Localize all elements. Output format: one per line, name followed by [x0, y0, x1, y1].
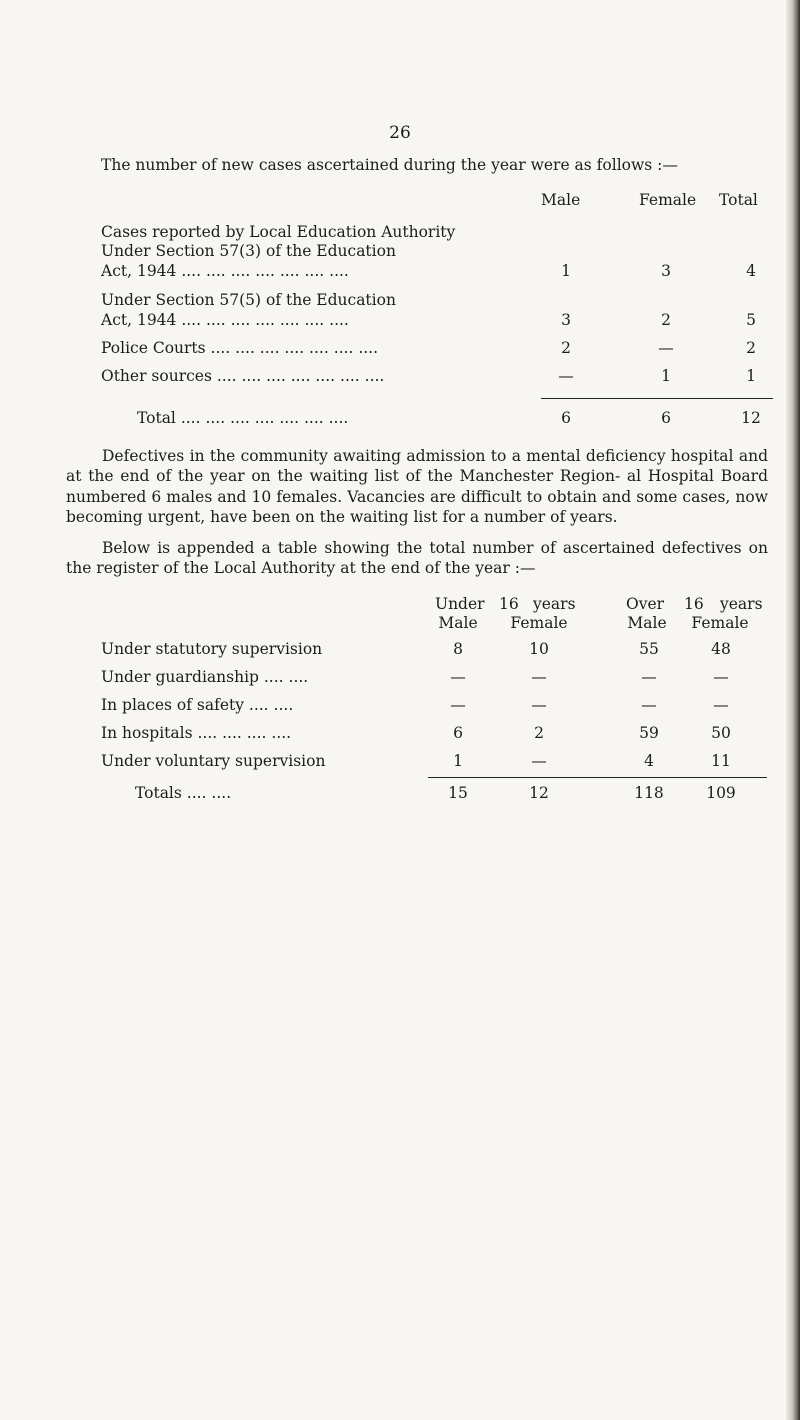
- cell: —: [531, 696, 547, 714]
- page-binding-edge: [786, 0, 800, 1420]
- row-label: Act, 1944 .... .... .... .... .... .... ....: [101, 262, 349, 280]
- row-label: Police Courts .... .... .... .... .... .... ....: [101, 339, 379, 357]
- sub-header-male: Male: [438, 614, 478, 632]
- cell: 8: [453, 640, 463, 658]
- cell-total: 4: [746, 262, 756, 280]
- row-label: Under statutory supervision: [101, 640, 323, 658]
- cell: 48: [711, 640, 731, 658]
- page-number: 26: [389, 123, 411, 143]
- cell-male: 2: [561, 339, 571, 357]
- sub-header-female: Female: [691, 614, 749, 632]
- cell: —: [450, 668, 466, 686]
- under-16-word-2: 16: [499, 595, 519, 613]
- total-cell: 109: [706, 784, 736, 802]
- under-16-word-3: years: [533, 595, 576, 613]
- cell: 6: [453, 724, 463, 742]
- row-label: In places of safety .... ....: [101, 696, 294, 714]
- total-cell: 12: [529, 784, 549, 802]
- sub-header-female: Female: [510, 614, 568, 632]
- waiting-list-paragraph: Defectives in the community awaiting admission to a mental deficiency hospital and at the end of the year on the waiting list of the Manchester Region- al Hospital Board numbered 6 males and 10 females. Vacancies are difficult to obtain and some cases, now becoming urgent, have been on the waiting list for a number of years.: [66, 447, 768, 526]
- cell: 59: [639, 724, 659, 742]
- total-male: 6: [561, 409, 571, 427]
- row-label: Under voluntary supervision: [101, 752, 326, 770]
- register-intro-paragraph: Below is appended a table showing the total number of ascertained defectives on the register of the Local Authority at the end of the year :—: [66, 539, 768, 578]
- sub-header-male: Male: [627, 614, 667, 632]
- cell-total: 5: [746, 311, 756, 329]
- total-total: 12: [741, 409, 761, 427]
- totals-rule: [428, 777, 767, 778]
- cell-male: 1: [561, 262, 571, 280]
- under-16-word-1: Under: [435, 595, 485, 613]
- cell-male: 3: [561, 311, 571, 329]
- row-label: Act, 1944 .... .... .... .... .... .... ....: [101, 311, 349, 329]
- intro-text: The number of new cases ascertained during the year were as follows :—: [101, 156, 678, 174]
- col-header-male: Male: [541, 191, 581, 209]
- cell: —: [641, 668, 657, 686]
- cell: —: [531, 668, 547, 686]
- totals-label: Totals .... ....: [135, 784, 232, 802]
- total-cell: 118: [634, 784, 664, 802]
- col-header-female: Female: [639, 191, 697, 209]
- over-16-word-3: years: [720, 595, 763, 613]
- over-16-word-2: 16: [684, 595, 704, 613]
- cell: 4: [644, 752, 654, 770]
- cell-female: 3: [661, 262, 671, 280]
- cell: —: [450, 696, 466, 714]
- total-female: 6: [661, 409, 671, 427]
- cell-total: 2: [746, 339, 756, 357]
- cell: —: [713, 668, 729, 686]
- cell: —: [713, 696, 729, 714]
- row-label: Under Section 57(3) of the Education: [101, 242, 396, 260]
- total-cell: 15: [448, 784, 468, 802]
- row-label: Under Section 57(5) of the Education: [101, 291, 396, 309]
- cell: 11: [711, 752, 731, 770]
- cell: 2: [534, 724, 544, 742]
- cell-female: 1: [661, 367, 671, 385]
- cell-female: —: [658, 339, 674, 357]
- cell: —: [641, 696, 657, 714]
- cell-female: 2: [661, 311, 671, 329]
- cell: 1: [453, 752, 463, 770]
- cell: 50: [711, 724, 731, 742]
- cell-total: 1: [746, 367, 756, 385]
- cell: —: [531, 752, 547, 770]
- group-label: Cases reported by Local Education Authority: [101, 223, 456, 241]
- row-label: Other sources .... .... .... .... .... .... ....: [101, 367, 385, 385]
- over-16-word-1: Over: [626, 595, 665, 613]
- cell: 55: [639, 640, 659, 658]
- col-header-total: Total: [719, 191, 758, 209]
- row-label: In hospitals .... .... .... ....: [101, 724, 292, 742]
- cell-male: —: [558, 367, 574, 385]
- total-rule: [541, 398, 773, 399]
- row-label: Under guardianship .... ....: [101, 668, 309, 686]
- total-label: Total .... .... .... .... .... .... ....: [137, 409, 349, 427]
- cell: 10: [529, 640, 549, 658]
